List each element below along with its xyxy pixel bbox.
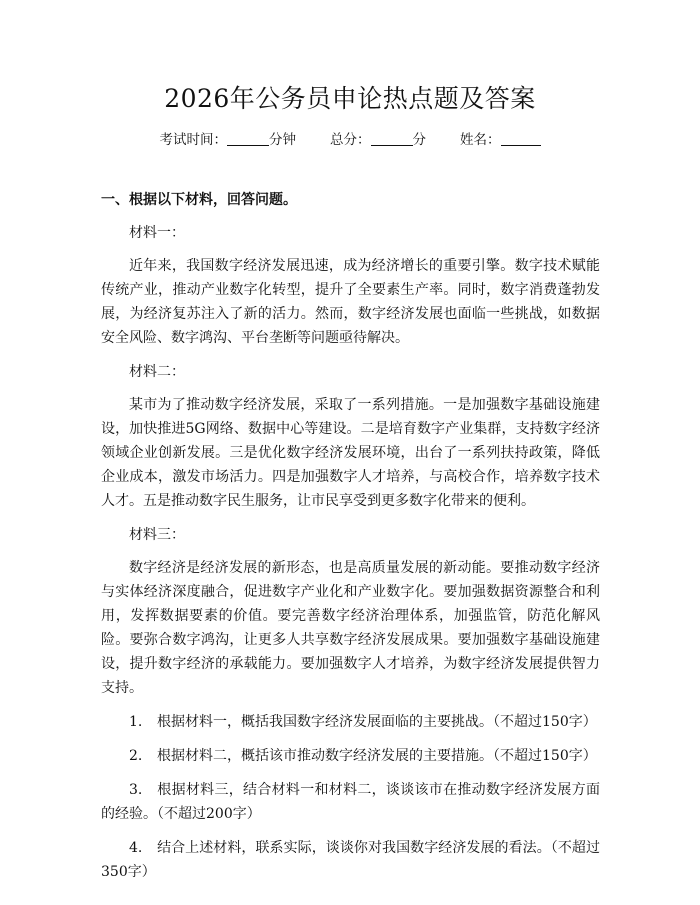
name-label: 姓名：	[460, 132, 501, 148]
question-3	[101, 778, 600, 826]
section-heading: 一、根据以下材料，回答问题。	[101, 192, 297, 208]
exam-info-line	[0, 131, 700, 149]
material-1-label: 材料一：	[129, 225, 185, 241]
question-4	[101, 836, 600, 884]
material-2-text: 某市为了推动数字经济发展，采取了一系列措施。一是加强数字基础设施建设，加快推进5G网络、数据中心等建设。二是培育数字产业集群，支持数字经济领域企业创新发展。三是优化数字经济发展环境，出台了一系列扶持政策，降低企业成本，激发市场活力。四是加强数字人才培养，与高校合作，培养数字技术人才。五是推动数字民生服务，让市民享受到更多数字化带来的便利。	[101, 397, 600, 509]
question-1	[101, 710, 600, 734]
total-score-blank	[371, 131, 413, 146]
exam-time-blank	[227, 131, 269, 146]
page-title: 2026年公务员申论热点题及答案	[164, 84, 536, 113]
total-score-unit: 分	[412, 132, 426, 148]
material-1-text: 近年来，我国数字经济发展迅速，成为经济增长的重要引擎。数字技术赋能传统产业，推动产业数字化转型，提升了全要素生产率。同时，数字消费蓬勃发展，为经济复苏注入了新的活力。然而，数字经济发展也面临一些挑战，如数据安全风险、数字鸿沟、平台垄断等问题亟待解决。	[101, 258, 600, 346]
question-section	[101, 188, 600, 894]
question-3-text: 根据材料三，结合材料一和材料二，谈谈该市在推动数字经济发展方面的经验。（不超过200字）	[101, 782, 600, 822]
question-2	[101, 744, 600, 768]
question-1-text: 根据材料一，概括我国数字经济发展面临的主要挑战。（不超过150字）	[157, 714, 597, 730]
exam-time-unit: 分钟	[269, 132, 296, 148]
question-2-number: 2.	[129, 748, 143, 764]
material-2-label: 材料二：	[129, 364, 185, 380]
name-blank	[501, 131, 541, 146]
material-3-label: 材料三：	[129, 527, 185, 543]
total-score-label: 总分：	[330, 132, 371, 148]
question-3-number: 3.	[129, 782, 143, 798]
question-4-text: 结合上述材料，联系实际，谈谈你对我国数字经济发展的看法。（不超过350字）	[101, 840, 600, 880]
material-3-text: 数字经济是经济发展的新形态，也是高质量发展的新动能。要推动数字经济与实体经济深度融合，促进数字产业化和产业数字化。要加强数据资源整合和利用，发挥数据要素的价值。要完善数字经济治理体系，加强监管，防范化解风险。要弥合数字鸿沟，让更多人共享数字经济发展成果。要加强数字基础设施建设，提升数字经济的承载能力。要加强数字人才培养，为数字经济发展提供智力支持。	[101, 560, 600, 696]
question-4-number: 4.	[129, 840, 143, 856]
exam-time-label: 考试时间：	[159, 132, 227, 148]
question-2-text: 根据材料二，概括该市推动数字经济发展的主要措施。（不超过150字）	[157, 748, 597, 764]
question-1-number: 1.	[129, 714, 143, 730]
